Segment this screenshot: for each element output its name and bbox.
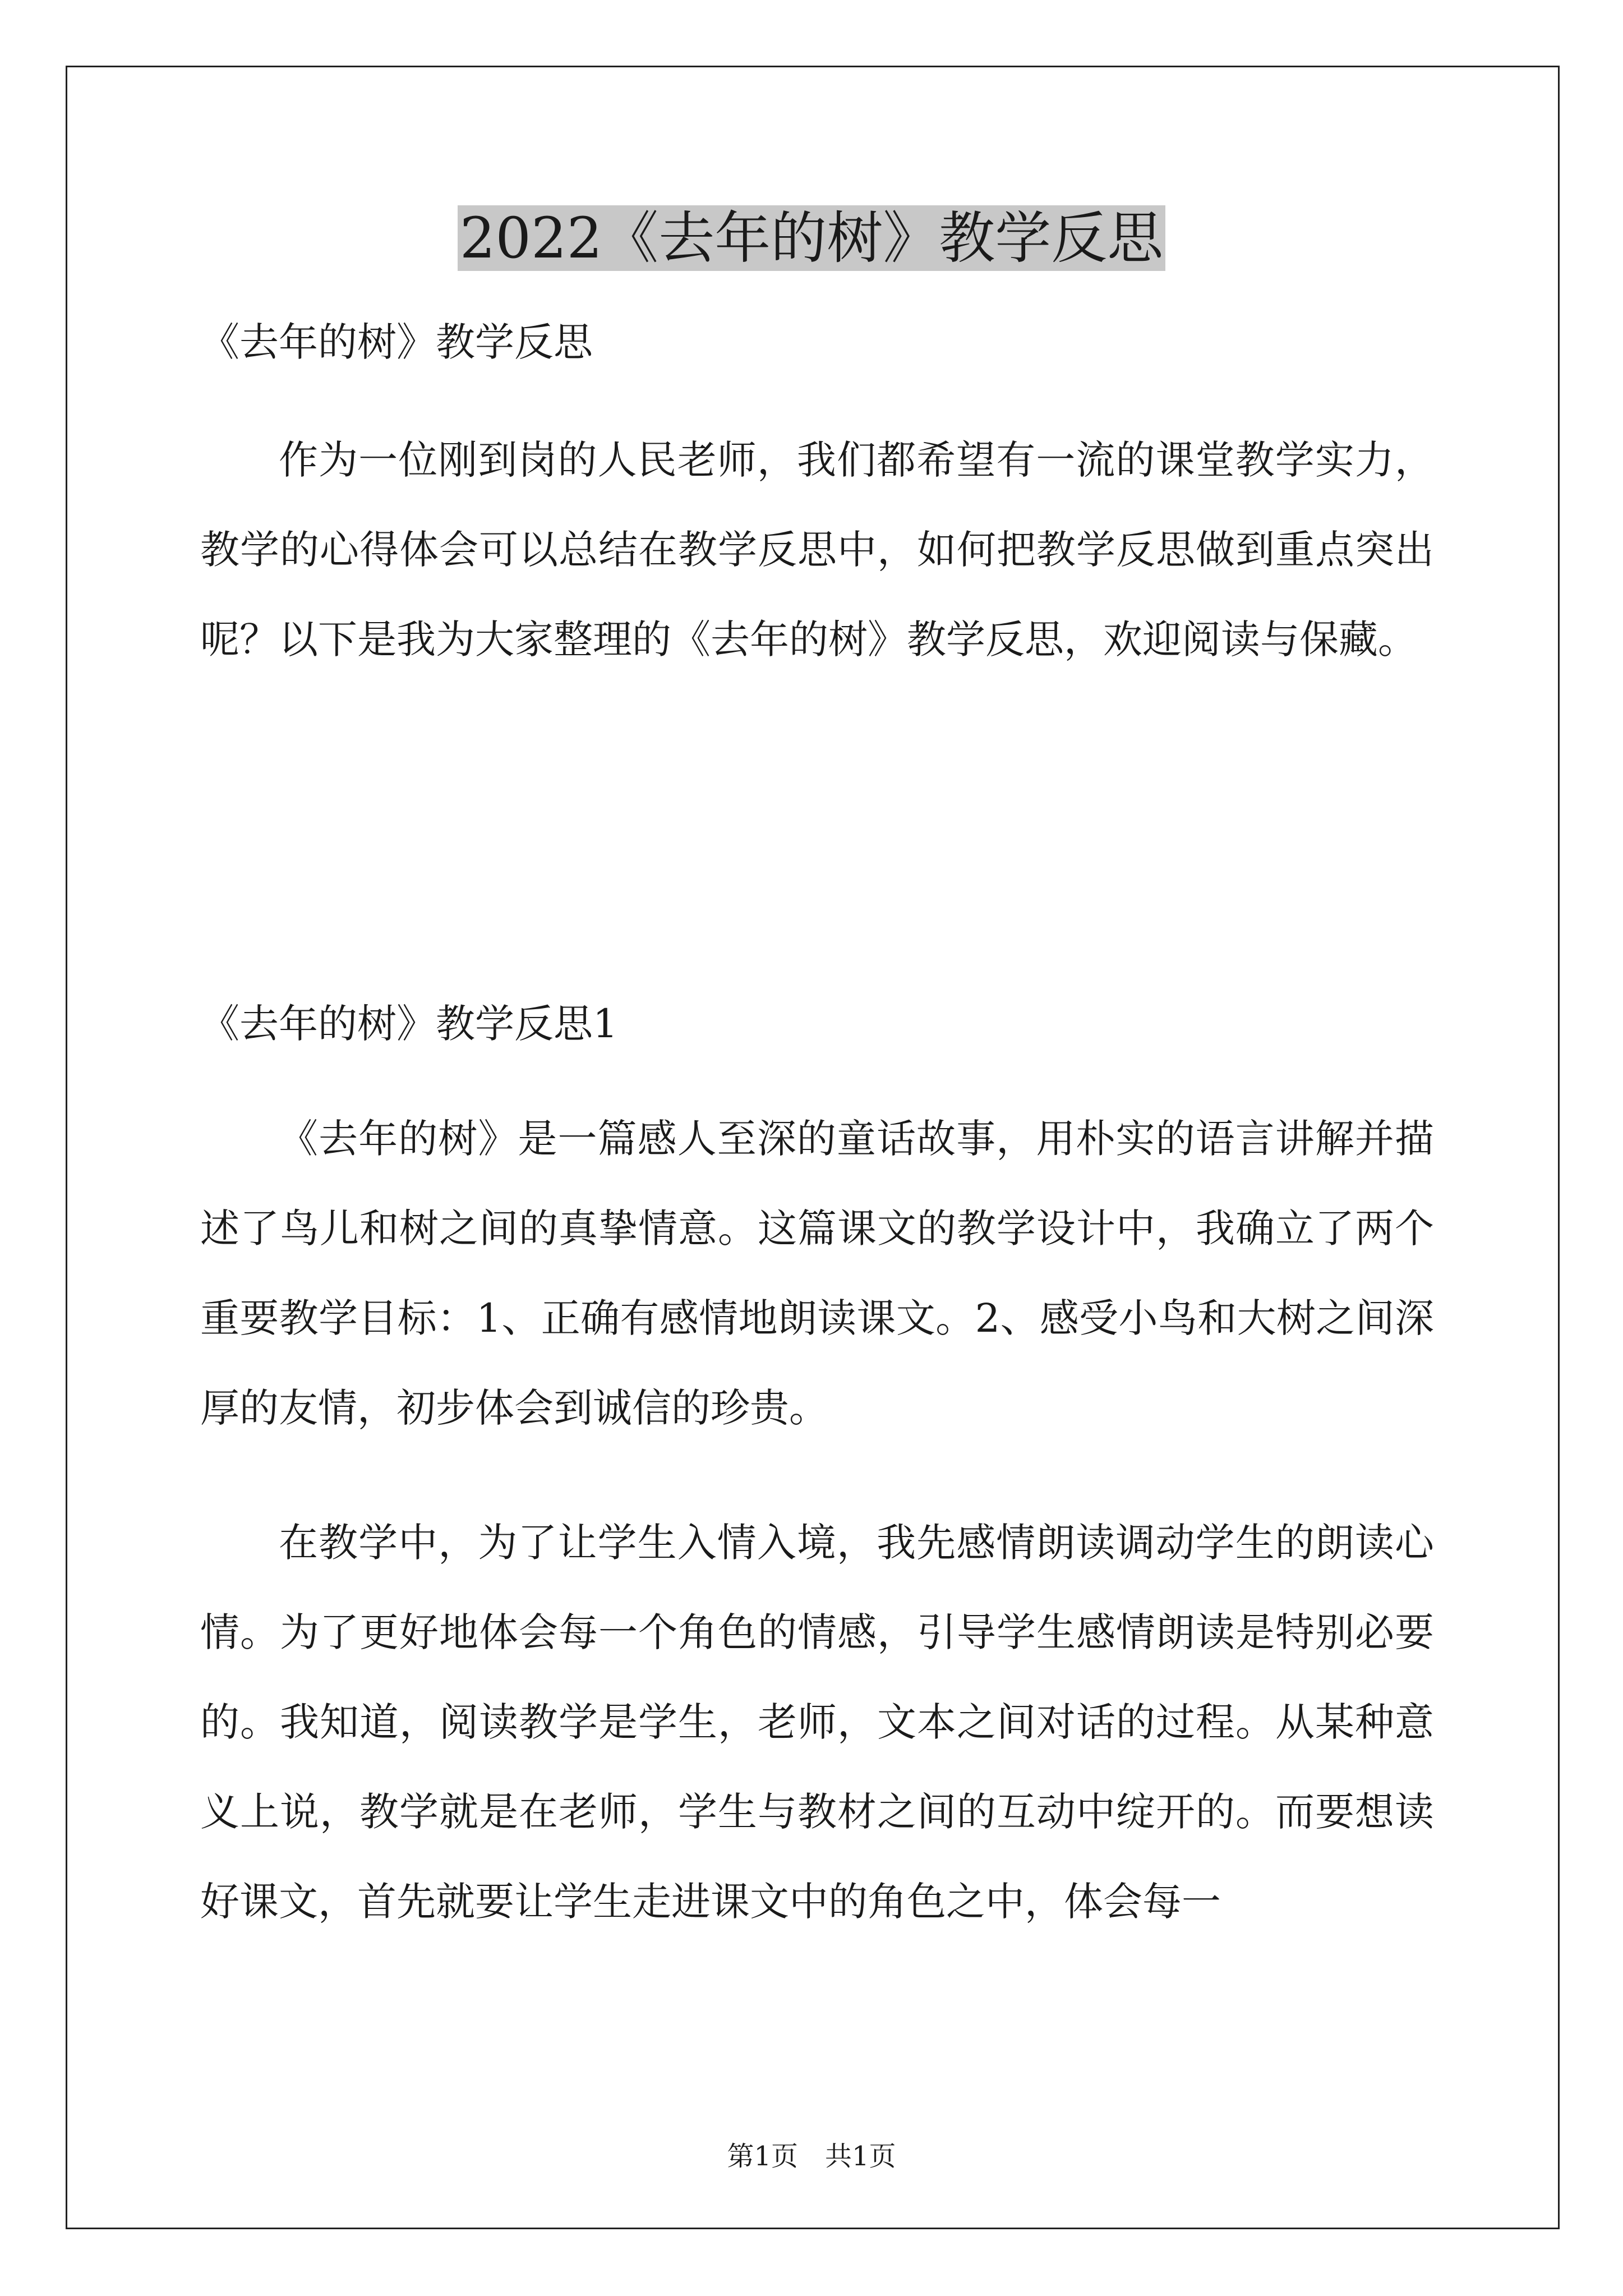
document-title xyxy=(0,199,1623,278)
document-title-text: 2022《去年的树》教学反思 xyxy=(458,205,1166,271)
intro-paragraph: 作为一位刚到岗的人民老师，我们都希望有一流的课堂教学实力，教学的心得体会可以总结在教学反思中，如何把教学反思做到重点突出呢？以下是我为大家整理的《去年的树》教学反思，欢迎阅读与保藏。 xyxy=(200,437,1434,662)
section-paragraph: 在教学中，为了让学生入情入境，我先感情朗读调动学生的朗读心情。为了更好地体会每一个角色的情感，引导学生感情朗读是特别必要的。我知道，阅读教学是学生，老师，文本之间对话的过程。从某种意义上说，教学就是在老师，学生与教材之间的互动中绽开的。而要想读好课文，首先就要让学生走进课文中的角色之中，体会每一 xyxy=(200,1520,1434,1925)
page-footer: 第1页 共1页 xyxy=(727,2141,896,2172)
document-subtitle: 《去年的树》教学反思 xyxy=(200,319,593,365)
section-paragraph: 《去年的树》是一篇感人至深的童话故事，用朴实的语言讲解并描述了鸟儿和树之间的真挚情意。这篇课文的教学设计中，我确立了两个重要教学目标：1、正确有感情地朗读课文。2、感受小鸟和大树之间深厚的友情，初步体会到诚信的珍贵。 xyxy=(200,1116,1434,1431)
section-heading: 《去年的树》教学反思1 xyxy=(200,1001,618,1047)
